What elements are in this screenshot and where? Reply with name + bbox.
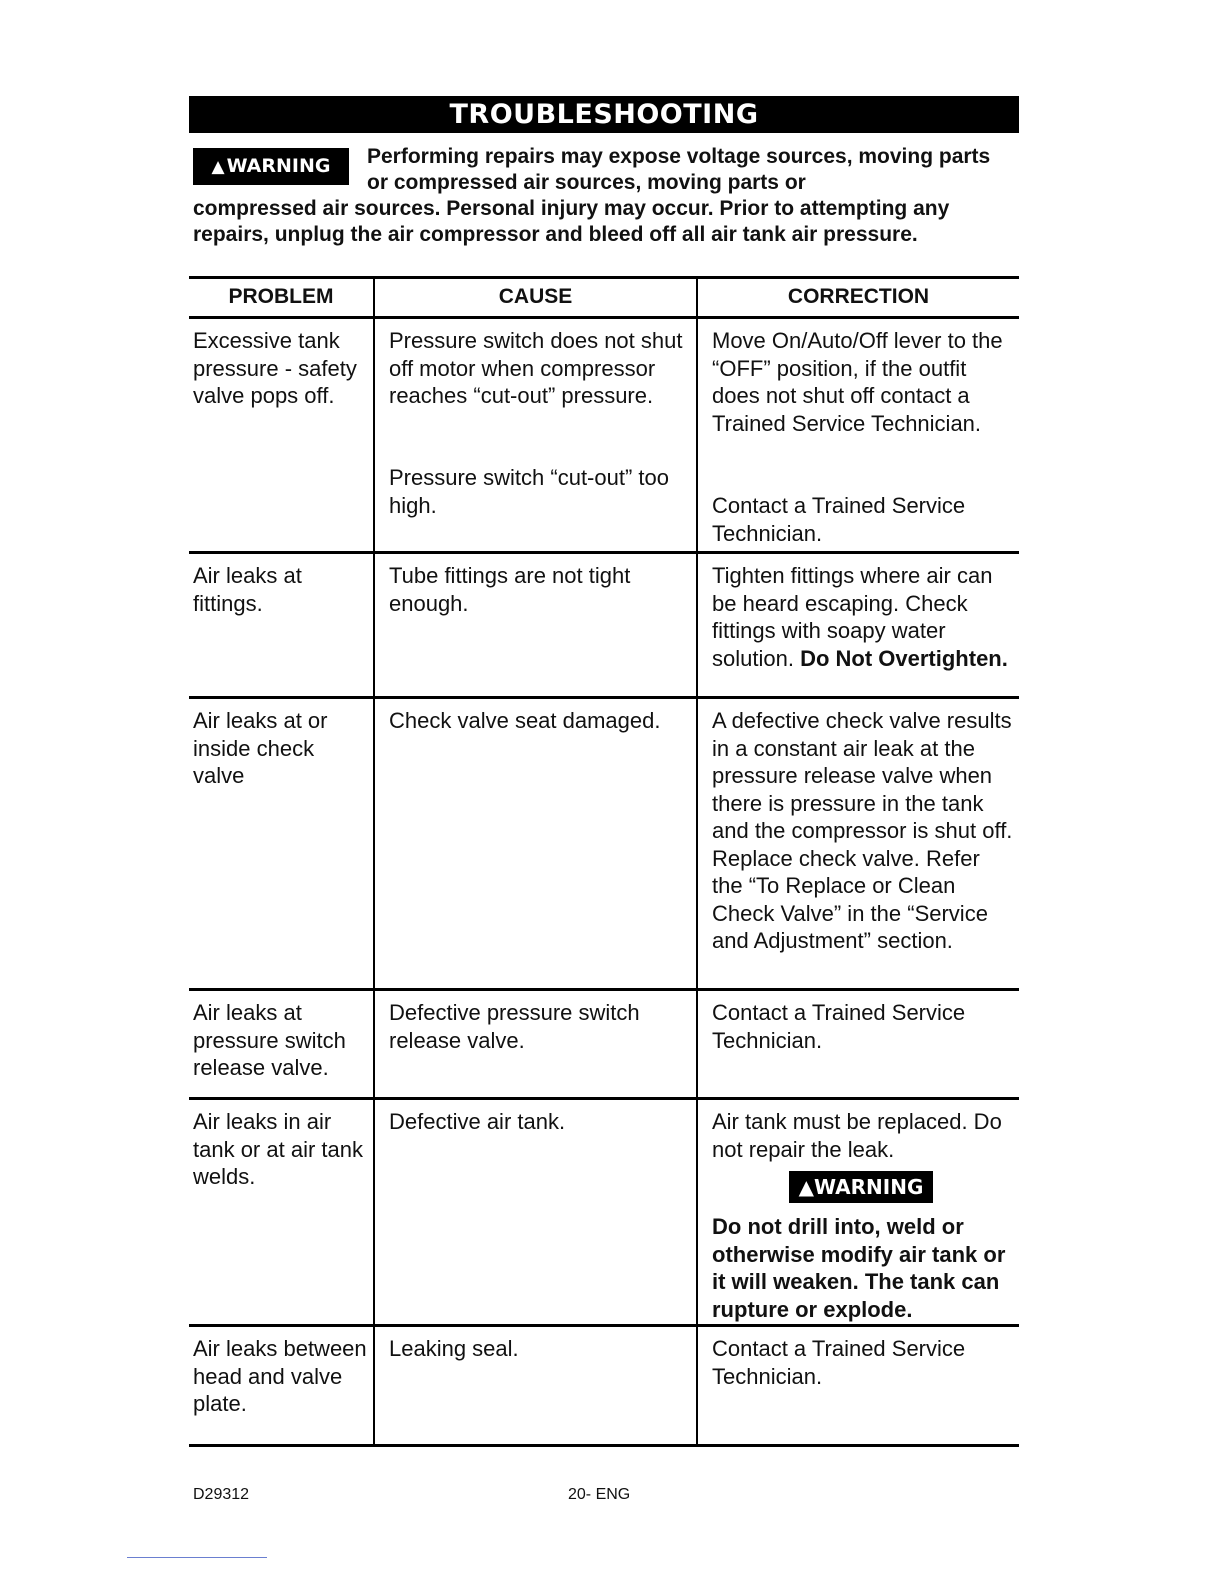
header-problem: PROBLEM — [228, 285, 334, 308]
cause-cell: Defective pressure switch release valve. — [373, 991, 696, 1097]
warning-badge — [789, 1171, 933, 1203]
correction-text: Tighten fittings where air can be heard escaping. Check fittings with soapy water solution. — [712, 563, 993, 671]
divider — [127, 1557, 267, 1558]
cause-cell: Defective air tank. — [373, 1100, 696, 1324]
cause-cell: Check valve seat damaged. — [373, 699, 696, 988]
table-row — [189, 699, 1019, 991]
problem-cell: Air leaks at pressure switch release valve. — [193, 1000, 346, 1080]
troubleshooting-table — [189, 276, 1019, 1447]
problem-cell: Air leaks in air tank or at air tank welds. — [193, 1109, 363, 1189]
problem-cell: Excessive tank pressure - safety valve pops off. — [193, 328, 357, 408]
correction-emphasis: Do Not Overtighten. — [800, 645, 1008, 671]
table-header — [189, 276, 1019, 319]
warning-text — [193, 144, 1003, 248]
table-row — [189, 991, 1019, 1100]
correction-cell: A defective check valve results in a constant air leak at the pressure release valve when there is pressure in the tank and the compressor is shut off. Replace check valve. Refer the “To Replace or Clean Check Valve” in the “Service and Adjustment” section. — [696, 699, 1019, 988]
correction-text: Air tank must be replaced. Do not repair the leak. — [712, 1109, 1002, 1162]
header-cause: CAUSE — [373, 279, 696, 316]
table-row — [189, 1327, 1019, 1447]
correction-cell — [696, 554, 1019, 696]
document-code: D29312 — [193, 1486, 250, 1503]
correction-text: Contact a Trained Service Technician. — [712, 493, 966, 546]
correction-cell: Contact a Trained Service Technician. — [696, 991, 1019, 1097]
correction-cell — [696, 1100, 1019, 1324]
warning-badge-label: WARNING — [226, 155, 331, 177]
correction-text: Move On/Auto/Off lever to the “OFF” position, if the outfit does not shut off contact a Trained Service Technician. — [712, 328, 1003, 436]
cause-cell: Leaking seal. — [373, 1327, 696, 1444]
cause-text: Pressure switch does not shut off motor when compressor reaches “cut-out” pressure. — [389, 328, 683, 408]
page-number: 20- ENG — [568, 1486, 631, 1503]
table-row — [189, 1100, 1019, 1327]
problem-cell: Air leaks between head and valve plate. — [193, 1336, 367, 1416]
cause-cell: Tube fittings are not tight enough. — [373, 554, 696, 696]
problem-cell: Air leaks at fittings. — [193, 563, 302, 616]
problem-cell: Air leaks at or inside check valve — [193, 708, 328, 788]
page-title: TROUBLESHOOTING — [189, 96, 1019, 133]
table-row — [189, 319, 1019, 554]
correction-cell — [696, 319, 1019, 551]
header-correction: CORRECTION — [696, 279, 1019, 316]
table-row — [189, 554, 1019, 699]
warning-text-lead: Performing repairs may expose voltage sources, moving parts or compressed air sources, moving parts or — [367, 145, 991, 194]
warning-badge-label: WARNING — [814, 1175, 924, 1199]
cause-cell — [373, 319, 696, 551]
cause-text: Pressure switch “cut-out” too high. — [389, 465, 669, 518]
warning-text-rest: compressed air sources. Personal injury may occur. Prior to attempting any repairs, unplug the air compressor and bleed off all air tank air pressure. — [193, 197, 950, 246]
warning-text: Do not drill into, weld or otherwise modify air tank or it will weaken. The tank can rupture or explode. — [712, 1214, 1006, 1322]
warning-triangle-icon: ▲ — [211, 157, 225, 177]
correction-cell: Contact a Trained Service Technician. — [696, 1327, 1019, 1444]
warning-triangle-icon: ▲ — [798, 1175, 814, 1199]
